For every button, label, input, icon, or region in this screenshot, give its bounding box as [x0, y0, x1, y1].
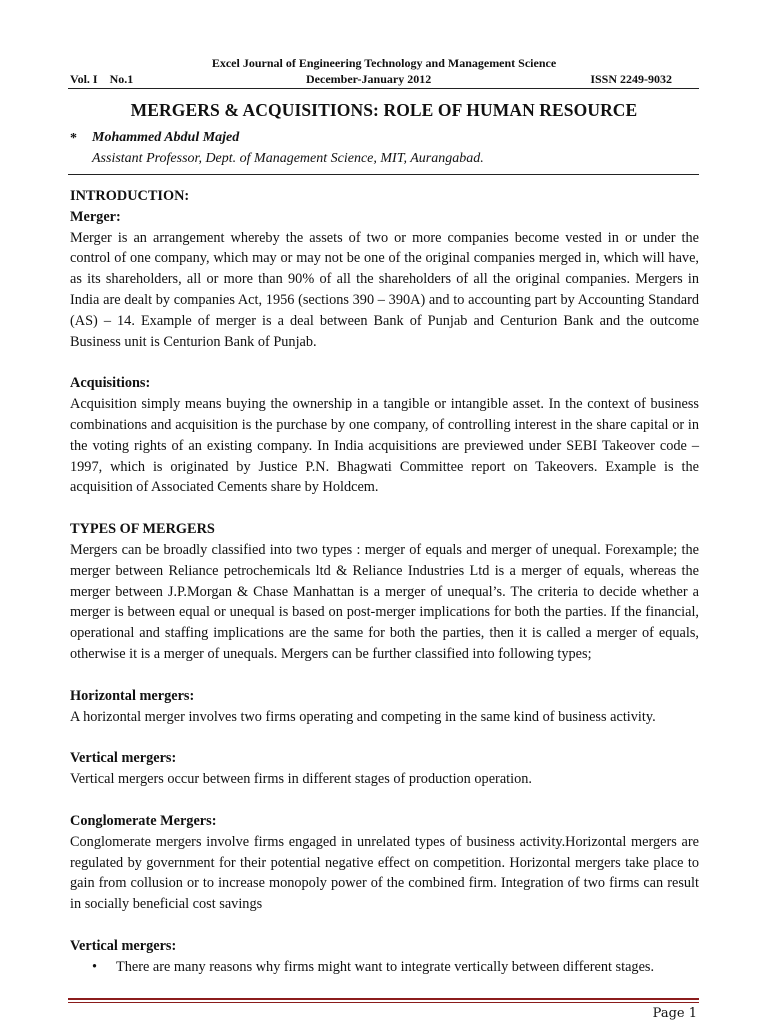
- paragraph-merger: Merger is an arrangement whereby the assets of two or more companies become vested in or under the control of one company, which may or may not be one of the original companies merged in, which will have, as its shareholders, all or more than 90% of all the shareholders of all the original companies. Mergers in India are dealt by companies Act, 1956 (sections 390 – 390A) and to accounting part by Accounting Standard (AS) – 14. Example of merger is a deal between Bank of Punjab and Centurion Bank and the outcome Business unit is Centurion Bank of Punjab.: [70, 229, 699, 350]
- footer-divider-thick: [68, 998, 699, 1000]
- section-heading-types: TYPES OF MERGERS: [70, 521, 215, 538]
- issue-date: December-January 2012: [306, 72, 432, 86]
- paragraph-conglomerate: Conglomerate mergers involve firms engaged in unrelated types of business activity.Horizontal mergers are regulated by government for their potential negative effect on competition. Horizontal mergers take place to gain from collusion or to increase monopoly power of the combined firm. Integration of two firms can result in socially beneficial cost savings: [70, 833, 699, 913]
- paper-body: [70, 186, 699, 978]
- author-affiliation: Assistant Professor, Dept. of Management Science, MIT, Aurangabad.: [92, 151, 484, 166]
- bullet-icon: •: [92, 958, 98, 975]
- volume-number: Vol. I No.1: [70, 72, 134, 86]
- paragraph-vertical: Vertical mergers occur between firms in different stages of production operation.: [70, 771, 532, 788]
- issn: ISSN 2249-9032: [590, 72, 672, 86]
- paper-title: MERGERS & ACQUISITIONS: ROLE OF HUMAN RESOURCE: [130, 100, 638, 120]
- subheading-merger: Merger:: [70, 208, 121, 225]
- section-heading-introduction: INTRODUCTION:: [70, 188, 190, 204]
- author-name: Mohammed Abdul Majed: [92, 130, 240, 145]
- subheading-acquisitions: Acquisitions:: [70, 375, 151, 392]
- subheading-vertical: Vertical mergers:: [70, 750, 177, 767]
- paragraph-horizontal: A horizontal merger involves two firms operating and competing in the same kind of business activity.: [70, 708, 656, 725]
- bullet-list: [70, 957, 699, 978]
- paragraph-types: Mergers can be broadly classified into two types : merger of equals and merger of unequal. Forexample; the merger between Reliance petrochemicals ltd & Reliance Industries Ltd is a merger of equals, whereas the merger between J.P.Morgan & Chase Manhattan is a merger of unequal’s. The criteria to decide whether a merger is between equal or unequal is based on post-merger implications for both the parties. If the financial, operational and staffing implications are the same for both the parties, then it is called a merger of equals, otherwise it is a merger of unequals. Mergers can be further classified into following types;: [70, 541, 699, 662]
- footer-divider-thin: [68, 1002, 699, 1003]
- paragraph-acquisitions: Acquisition simply means buying the ownership in a tangible or intangible asset. In the context of business combinations and acquisition is the purchase by one company, of controlling interest in the share capital or in the voting rights of an existing company. In India acquisitions are previewed under SEBI Takeover code – 1997, which is originated by Justice P.N. Bhagwati Committee report on Takeovers. Example is the acquisition of Associated Cements share by Holdcem.: [70, 396, 699, 496]
- subheading-horizontal: Horizontal mergers:: [70, 687, 195, 704]
- page-number: Page 1: [652, 1006, 697, 1021]
- subheading-vertical-2: Vertical mergers:: [70, 937, 177, 954]
- author-divider: [68, 174, 699, 175]
- subheading-conglomerate: Conglomerate Mergers:: [70, 812, 217, 829]
- journal-name: Excel Journal of Engineering Technology and Management Science: [211, 56, 557, 70]
- list-item-text: There are many reasons why firms might want to integrate vertically between different stages.: [116, 958, 655, 975]
- header-divider: [68, 88, 699, 89]
- author-marker: *: [70, 131, 77, 146]
- list-item: [92, 957, 699, 978]
